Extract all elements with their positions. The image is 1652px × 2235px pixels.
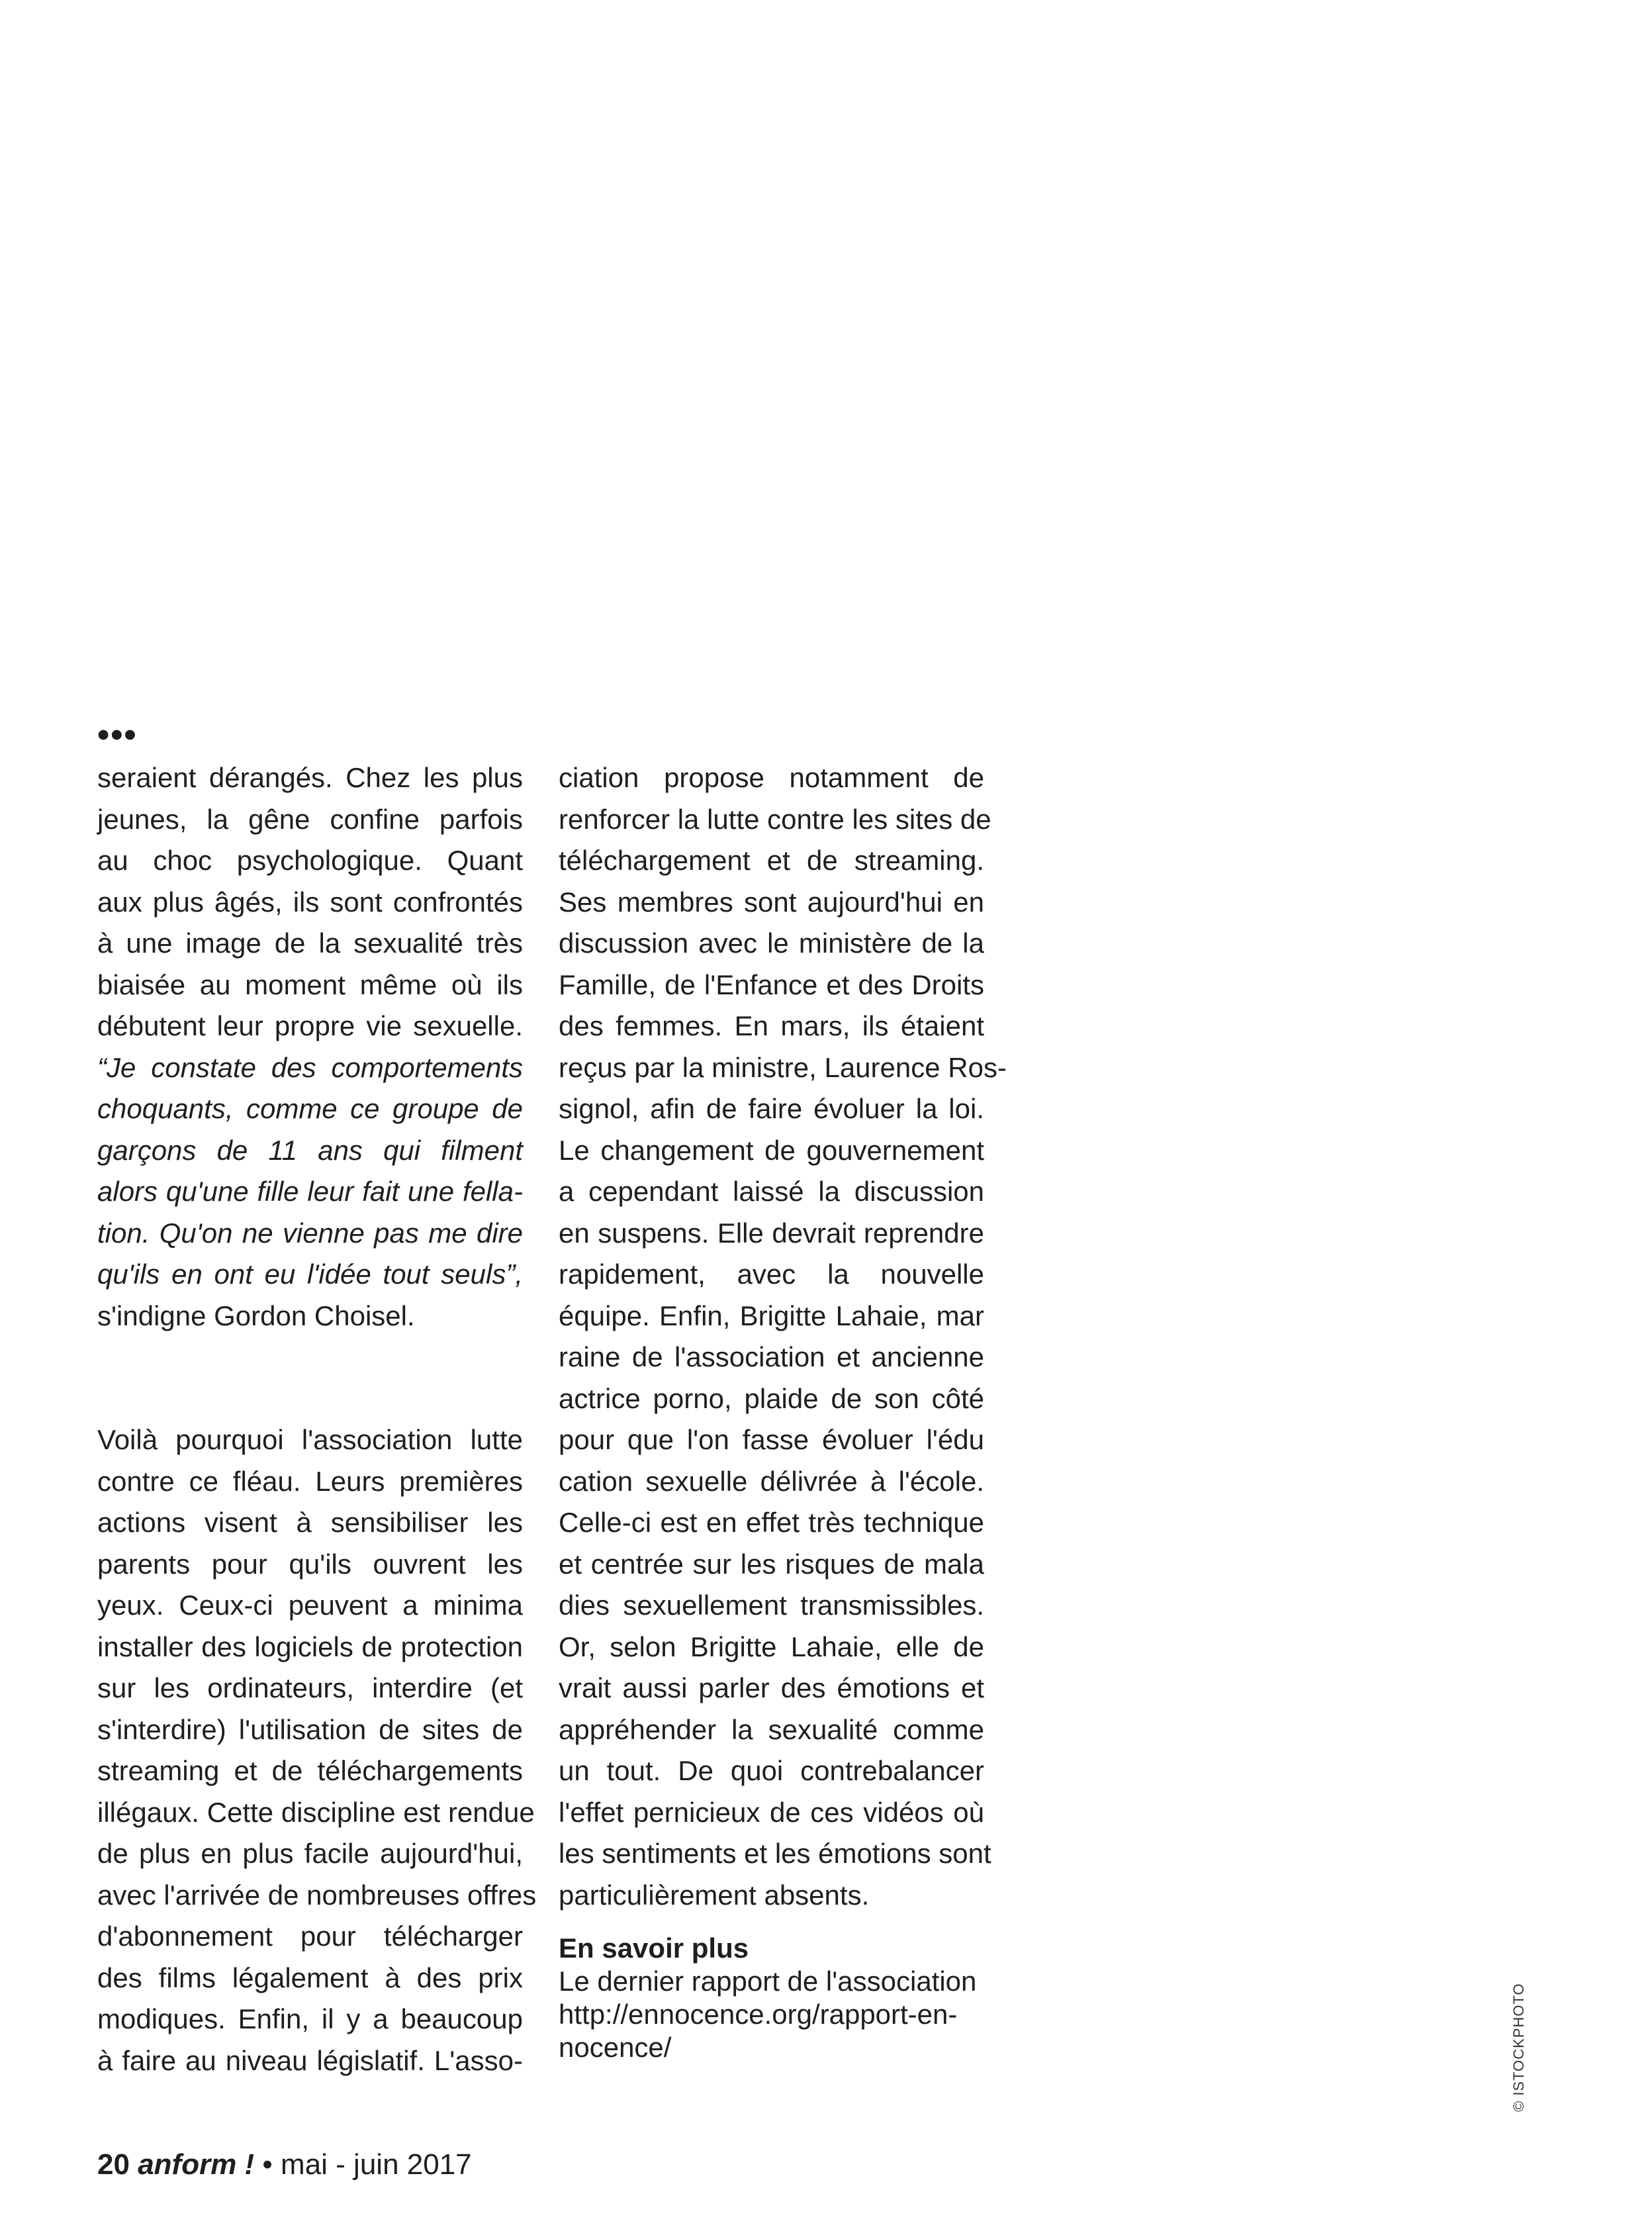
text-line: vrait aussi parler des émotions et: [559, 1672, 984, 1703]
text-line: des femmes. En mars, ils étaient: [559, 1010, 984, 1041]
text-line: des films légalement à des prix: [97, 1962, 523, 1993]
text-line: raine de l'association et ancienne: [559, 1341, 984, 1372]
text-line: Celle-ci est en effet très technique: [559, 1507, 984, 1538]
text-line: biaisée au moment même où ils: [97, 969, 523, 1000]
text-line: et centrée sur les risques de mala: [559, 1548, 984, 1580]
text-line: reçus par la ministre, Laurence Ros-: [559, 1051, 1007, 1083]
text-line: débutent leur propre vie sexuelle.: [97, 1010, 523, 1041]
text-line: a cependant laissé la discussion: [559, 1176, 984, 1207]
text-line: dies sexuellement transmissibles.: [559, 1590, 984, 1621]
text-line: s'indigne Gordon Choisel.: [97, 1300, 415, 1331]
text-line: illégaux. Cette discipline est rendue: [97, 1796, 535, 1828]
text-line: parents pour qu'ils ouvrent les: [97, 1548, 523, 1580]
more-info-link[interactable]: http://ennocence.org/rapport-en-: [559, 1999, 958, 2030]
text-line: Voilà pourquoi l'association lutte: [97, 1424, 523, 1455]
photo-credit: © ISTOCKPHOTO: [1510, 1983, 1527, 2112]
text-line: rapidement, avec la nouvelle: [559, 1259, 984, 1290]
text-line: actrice porno, plaide de son côté: [559, 1382, 984, 1414]
text-line: Le changement de gouvernement: [559, 1134, 984, 1166]
text-line: contre ce fléau. Leurs premières: [97, 1465, 523, 1497]
text-line: d'abonnement pour télécharger: [97, 1921, 523, 1952]
continuation-dots: •••: [97, 716, 138, 754]
issue-date: • mai - juin 2017: [262, 2148, 472, 2181]
text-line: à faire au niveau législatif. L'asso-: [97, 2044, 523, 2076]
more-info-line: Le dernier rapport de l'association: [559, 1966, 977, 1997]
magazine-name: anform !: [138, 2148, 255, 2181]
more-info-link[interactable]: nocence/: [559, 2032, 672, 2063]
text-line: particulièrement absents.: [559, 1879, 870, 1911]
quote-line: choquants, comme ce groupe de: [97, 1093, 523, 1124]
text-line: Or, selon Brigitte Lahaie, elle de: [559, 1631, 984, 1662]
text-line: l'effet pernicieux de ces vidéos où: [559, 1796, 984, 1828]
right-column: [559, 757, 1007, 1916]
text-line: jeunes, la gêne confine parfois: [97, 803, 523, 835]
text-line: seraient dérangés. Chez les plus: [97, 762, 523, 793]
text-line: cation sexuelle délivrée à l'école.: [559, 1465, 984, 1497]
text-line: sur les ordinateurs, interdire (et: [97, 1672, 523, 1703]
paragraph-gap: [97, 1337, 523, 1378]
text-line: téléchargement et de streaming.: [559, 845, 984, 876]
text-line: avec l'arrivée de nombreuses offres: [97, 1879, 537, 1911]
text-line: ciation propose notamment de: [559, 762, 984, 793]
text-line: au choc psychologique. Quant: [97, 845, 523, 876]
text-line: en suspens. Elle devrait reprendre: [559, 1217, 984, 1249]
text-line: discussion avec le ministère de la: [559, 927, 984, 959]
page-number: 20: [97, 2148, 130, 2181]
more-info-box: [559, 1932, 1022, 2064]
page-footer: [97, 2145, 472, 2185]
text-line: Ses membres sont aujourd'hui en: [559, 886, 984, 918]
left-column: [97, 757, 537, 2081]
text-line: un tout. De quoi contrebalancer: [559, 1755, 984, 1786]
text-line: signol, afin de faire évoluer la loi.: [559, 1093, 984, 1124]
quote-line: garçons de 11 ans qui filment: [97, 1134, 523, 1166]
quote-line: alors qu'une fille leur fait une fella-: [97, 1176, 523, 1207]
text-line: pour que l'on fasse évoluer l'édu: [559, 1424, 984, 1455]
quote-line: “Je constate des comportements: [97, 1051, 523, 1083]
text-line: équipe. Enfin, Brigitte Lahaie, mar: [559, 1300, 984, 1331]
text-line: les sentiments et les émotions sont: [559, 1838, 991, 1869]
text-line: s'interdire) l'utilisation de sites de: [97, 1713, 523, 1745]
paragraph-gap: [97, 1378, 523, 1420]
quote-line: tion. Qu'on ne vienne pas me dire: [97, 1217, 523, 1249]
text-line: installer des logiciels de protection: [97, 1631, 523, 1662]
text-line: modiques. Enfin, il y a beaucoup: [97, 2003, 523, 2034]
quote-line: qu'ils en ont eu l'idée tout seuls”,: [97, 1259, 523, 1290]
more-info-title: En savoir plus: [559, 1932, 749, 1964]
text-line: appréhender la sexualité comme: [559, 1713, 984, 1745]
text-line: yeux. Ceux-ci peuvent a minima: [97, 1590, 523, 1621]
text-line: Famille, de l'Enfance et des Droits: [559, 969, 984, 1000]
text-line: aux plus âgés, ils sont confrontés: [97, 886, 523, 918]
text-line: streaming et de téléchargements: [97, 1755, 523, 1786]
text-line: de plus en plus facile aujourd'hui,: [97, 1838, 523, 1869]
text-line: renforcer la lutte contre les sites de: [559, 803, 991, 835]
text-line: à une image de la sexualité très: [97, 927, 523, 959]
text-line: actions visent à sensibiliser les: [97, 1507, 523, 1538]
